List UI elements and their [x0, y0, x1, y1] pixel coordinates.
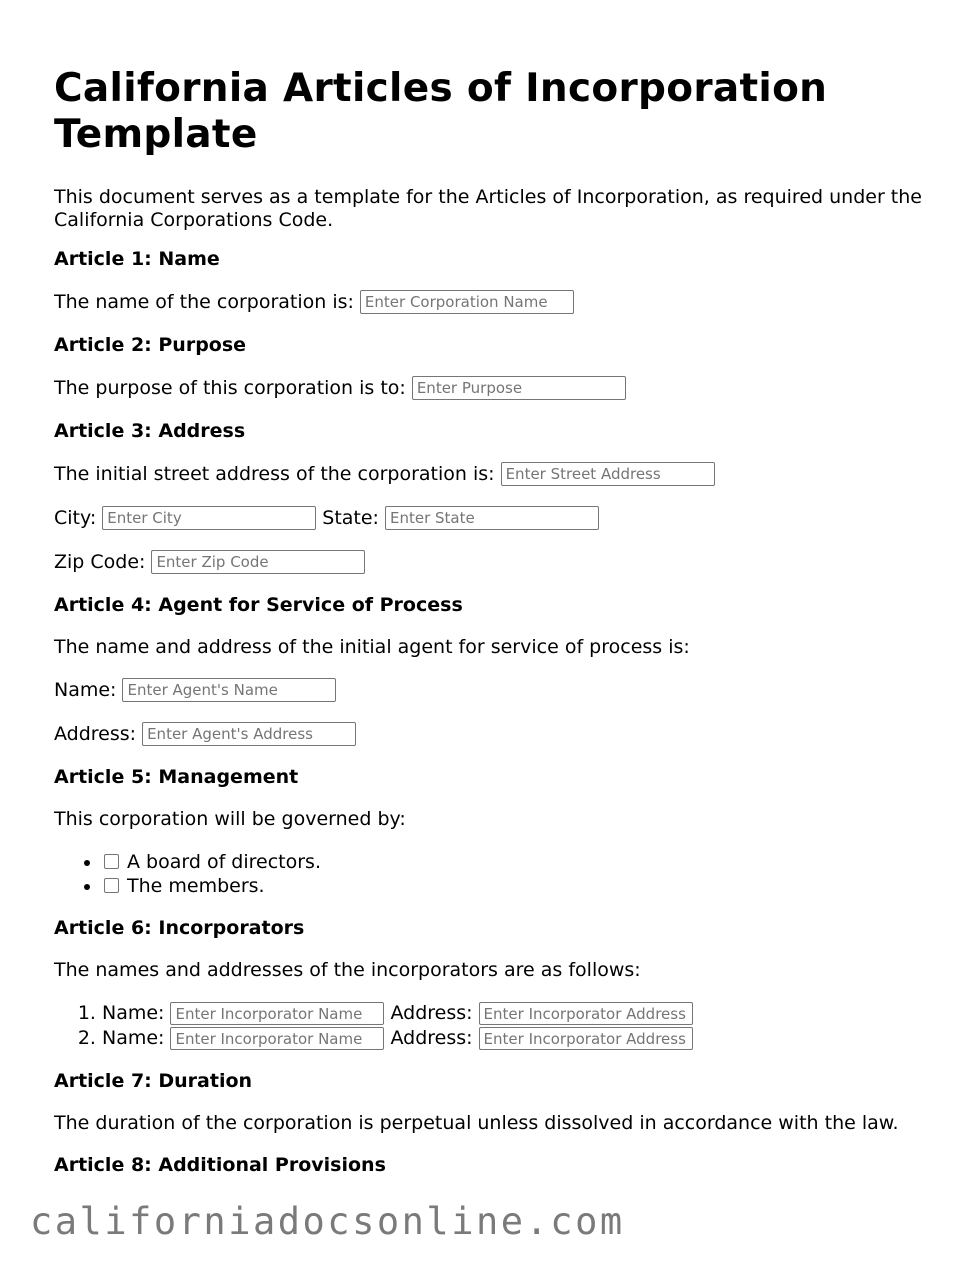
purpose-row	[54, 376, 934, 400]
article-5-heading: Article 5: Management	[54, 766, 299, 788]
article-1-heading: Article 1: Name	[54, 248, 220, 270]
incorporator-row	[102, 1026, 934, 1051]
incorporator-1-name-input[interactable]	[170, 1002, 384, 1025]
article-7-heading: Article 7: Duration	[54, 1070, 253, 1092]
purpose-label: The purpose of this corporation is to:	[54, 377, 406, 399]
corporation-name-input[interactable]	[360, 290, 574, 314]
incorporator-name-label: Name:	[102, 1002, 165, 1024]
city-state-row	[54, 506, 934, 530]
street-address-label: The initial street address of the corporation is:	[54, 463, 495, 485]
agent-address-label: Address:	[54, 723, 137, 745]
incorporators-list	[54, 1001, 934, 1051]
corporation-name-label: The name of the corporation is:	[54, 291, 354, 313]
page-title: California Articles of Incorporation Template	[54, 66, 828, 157]
zip-row	[54, 550, 934, 574]
city-label: City:	[54, 507, 97, 529]
incorporator-address-label: Address:	[390, 1027, 473, 1049]
agent-name-label: Name:	[54, 679, 117, 701]
board-option-label: A board of directors.	[127, 851, 321, 873]
purpose-input[interactable]	[412, 376, 626, 400]
agent-name-input[interactable]	[122, 678, 336, 702]
agent-address-row	[54, 722, 934, 746]
zip-code-label: Zip Code:	[54, 551, 146, 573]
management-options	[54, 850, 934, 898]
article-2-heading: Article 2: Purpose	[54, 334, 247, 356]
article-4-heading: Article 4: Agent for Service of Process	[54, 594, 463, 616]
article-8-heading: Article 8: Additional Provisions	[54, 1154, 386, 1176]
agent-text: The name and address of the initial agent for service of process is:	[54, 636, 690, 658]
management-option-board	[102, 850, 934, 874]
zip-code-input[interactable]	[151, 550, 365, 574]
incorporator-row	[102, 1001, 934, 1026]
incorporator-2-name-input[interactable]	[170, 1027, 384, 1050]
board-checkbox[interactable]	[104, 854, 119, 869]
corporation-name-row	[54, 290, 934, 314]
city-input[interactable]	[102, 506, 316, 530]
incorporators-text: The names and addresses of the incorporators are as follows:	[54, 959, 641, 981]
incorporator-1-address-input[interactable]	[479, 1002, 693, 1025]
watermark: californiadocsonline.com	[30, 1200, 625, 1243]
state-input[interactable]	[385, 506, 599, 530]
agent-address-input[interactable]	[142, 722, 356, 746]
incorporator-address-label: Address:	[390, 1002, 473, 1024]
incorporator-name-label: Name:	[102, 1027, 165, 1049]
article-6-heading: Article 6: Incorporators	[54, 917, 305, 939]
agent-name-row	[54, 678, 934, 702]
management-text: This corporation will be governed by:	[54, 808, 406, 830]
members-option-label: The members.	[127, 875, 265, 897]
members-checkbox[interactable]	[104, 878, 119, 893]
street-address-input[interactable]	[501, 462, 715, 486]
incorporator-2-address-input[interactable]	[479, 1027, 693, 1050]
article-3-heading: Article 3: Address	[54, 420, 246, 442]
duration-text: The duration of the corporation is perpetual unless dissolved in accordance with the law.	[54, 1112, 899, 1134]
street-address-row	[54, 462, 934, 486]
intro-text: This document serves as a template for the Articles of Incorporation, as required under the California Corporations Code.	[54, 186, 922, 231]
state-label: State:	[322, 507, 379, 529]
management-option-members	[102, 874, 934, 898]
document-page	[54, 66, 934, 1196]
